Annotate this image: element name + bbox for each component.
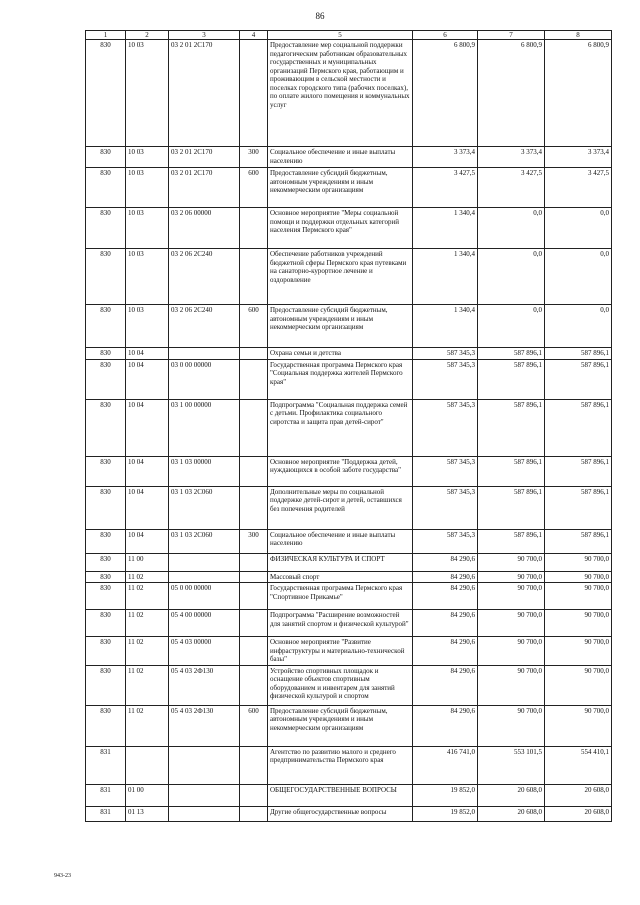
cell-amount-2: 587 896,1: [478, 529, 545, 553]
cell-expense-type: [240, 208, 268, 249]
footer-code: 943-23: [54, 873, 71, 879]
header-cell: 6: [413, 31, 478, 40]
cell-description: Предоставление субсидий бюджетным, автономным учреждениям и иным некоммерческим организациям: [268, 305, 413, 348]
cell-target-article: 05 4 03 2Ф130: [169, 705, 240, 746]
cell-target-article: [169, 784, 240, 806]
table-row: [86, 665, 612, 705]
cell-amount-1: 587 345,3: [413, 399, 478, 456]
cell-expense-type: 300: [240, 147, 268, 168]
cell-description: Основное мероприятие "Поддержка детей, нуждающихся в особой заботе государства": [268, 456, 413, 486]
cell-description: Государственная программа Пермского края "Спортивное Прикамье": [268, 583, 413, 610]
cell-description: Охрана семьи и детства: [268, 348, 413, 360]
cell-section-code: 10 03: [126, 249, 169, 305]
cell-description: Подпрограмма "Социальная поддержка семей с детьми. Профилактика социального сиротства и защита прав детей-сирот": [268, 399, 413, 456]
cell-amount-1: 84 290,6: [413, 610, 478, 637]
cell-section-code: 10 03: [126, 305, 169, 348]
cell-amount-2: 90 700,0: [478, 571, 545, 583]
cell-description: Основное мероприятие "Развитие инфраструктуры и материально-технической базы": [268, 637, 413, 666]
cell-amount-2: 90 700,0: [478, 610, 545, 637]
cell-ministry-code: 830: [86, 147, 126, 168]
cell-description: Устройство спортивных площадок и оснащение объектов спортивным оборудованием и инвентарем для занятий физической культурой и спортом: [268, 665, 413, 705]
cell-amount-3: 587 896,1: [545, 399, 612, 456]
header-cell: 4: [240, 31, 268, 40]
cell-target-article: 03 0 00 00000: [169, 359, 240, 399]
table-row: [86, 348, 612, 360]
cell-amount-1: 84 290,6: [413, 665, 478, 705]
cell-expense-type: 600: [240, 705, 268, 746]
cell-amount-2: 0,0: [478, 208, 545, 249]
cell-section-code: 11 02: [126, 571, 169, 583]
cell-ministry-code: 831: [86, 746, 126, 784]
cell-target-article: 05 4 00 00000: [169, 610, 240, 637]
cell-amount-3: 587 896,1: [545, 486, 612, 529]
header-cell: 1: [86, 31, 126, 40]
cell-target-article: 03 1 00 00000: [169, 399, 240, 456]
cell-amount-1: 84 290,6: [413, 553, 478, 571]
table-row: [86, 784, 612, 806]
cell-description: Предоставление субсидий бюджетным, автономным учреждениям и иным некоммерческим организациям: [268, 168, 413, 208]
cell-expense-type: [240, 359, 268, 399]
cell-ministry-code: 831: [86, 784, 126, 806]
cell-amount-1: 1 340,4: [413, 208, 478, 249]
cell-amount-1: 6 800,9: [413, 40, 478, 147]
cell-target-article: [169, 348, 240, 360]
cell-target-article: 05 0 00 00000: [169, 583, 240, 610]
cell-ministry-code: 830: [86, 399, 126, 456]
cell-target-article: [169, 553, 240, 571]
cell-ministry-code: 830: [86, 665, 126, 705]
cell-amount-2: 90 700,0: [478, 583, 545, 610]
cell-amount-2: 3 427,5: [478, 168, 545, 208]
cell-description: Массовый спорт: [268, 571, 413, 583]
cell-amount-2: 0,0: [478, 305, 545, 348]
table-row: [86, 583, 612, 610]
cell-target-article: 05 4 03 2Ф130: [169, 665, 240, 705]
cell-amount-3: 90 700,0: [545, 705, 612, 746]
cell-description: Подпрограмма "Расширение возможностей для занятий спортом и физической культурой": [268, 610, 413, 637]
cell-amount-1: 84 290,6: [413, 571, 478, 583]
table-row: [86, 746, 612, 784]
cell-section-code: 01 00: [126, 784, 169, 806]
cell-amount-2: 587 896,1: [478, 456, 545, 486]
cell-amount-1: 1 340,4: [413, 249, 478, 305]
cell-amount-1: 3 427,5: [413, 168, 478, 208]
cell-expense-type: [240, 571, 268, 583]
cell-expense-type: [240, 456, 268, 486]
cell-ministry-code: 830: [86, 305, 126, 348]
table-row: [86, 147, 612, 168]
budget-table: [85, 30, 612, 822]
cell-section-code: 10 04: [126, 359, 169, 399]
header-cell: 8: [545, 31, 612, 40]
cell-amount-1: 3 373,4: [413, 147, 478, 168]
table-row: [86, 168, 612, 208]
page-number: 86: [315, 11, 325, 21]
cell-amount-2: 0,0: [478, 249, 545, 305]
cell-amount-2: 90 700,0: [478, 637, 545, 666]
cell-ministry-code: 830: [86, 610, 126, 637]
table-row: [86, 637, 612, 666]
table-row: [86, 705, 612, 746]
cell-ministry-code: 830: [86, 583, 126, 610]
cell-ministry-code: 830: [86, 637, 126, 666]
cell-expense-type: [240, 40, 268, 147]
cell-expense-type: [240, 665, 268, 705]
cell-amount-3: 587 896,1: [545, 456, 612, 486]
cell-section-code: 10 03: [126, 168, 169, 208]
cell-expense-type: [240, 610, 268, 637]
table-row: [86, 359, 612, 399]
cell-description: Предоставление субсидий бюджетным, автономным учреждениям и иным некоммерческим организациям: [268, 705, 413, 746]
cell-amount-1: 416 741,0: [413, 746, 478, 784]
cell-section-code: 11 02: [126, 583, 169, 610]
cell-ministry-code: 831: [86, 806, 126, 821]
cell-section-code: [126, 746, 169, 784]
cell-amount-1: 84 290,6: [413, 583, 478, 610]
cell-target-article: 03 2 01 2С170: [169, 40, 240, 147]
cell-target-article: [169, 806, 240, 821]
cell-amount-3: 20 608,0: [545, 784, 612, 806]
cell-section-code: 10 03: [126, 147, 169, 168]
cell-target-article: 05 4 03 00000: [169, 637, 240, 666]
cell-target-article: [169, 571, 240, 583]
cell-expense-type: [240, 249, 268, 305]
cell-description: Дополнительные меры по социальной поддержке детей-сирот и детей, оставшихся без попечения родителей: [268, 486, 413, 529]
header-cell: 2: [126, 31, 169, 40]
table-row: [86, 529, 612, 553]
cell-description: Предоставление мер социальной поддержки педагогическим работникам образовательных государственных и муниципальных организаций Пермского края, работающим и проживающим в сельской местности и поселках городского типа (рабочих поселках), по оплате жилого помещения и коммунальных услуг: [268, 40, 413, 147]
cell-amount-2: 587 896,1: [478, 486, 545, 529]
cell-section-code: 11 02: [126, 637, 169, 666]
cell-amount-1: 587 345,3: [413, 348, 478, 360]
table-body: [86, 40, 612, 822]
cell-amount-3: 6 800,9: [545, 40, 612, 147]
cell-target-article: 03 1 03 2С060: [169, 529, 240, 553]
cell-target-article: 03 2 01 2С170: [169, 147, 240, 168]
cell-amount-2: 587 896,1: [478, 348, 545, 360]
cell-amount-2: 90 700,0: [478, 553, 545, 571]
cell-section-code: 10 04: [126, 529, 169, 553]
cell-amount-3: 3 427,5: [545, 168, 612, 208]
table-row: [86, 553, 612, 571]
cell-description: Агентство по развитию малого и среднего предпринимательства Пермского края: [268, 746, 413, 784]
cell-target-article: 03 2 06 2С240: [169, 249, 240, 305]
cell-description: Государственная программа Пермского края "Социальная поддержка жителей Пермского края": [268, 359, 413, 399]
cell-expense-type: 300: [240, 529, 268, 553]
cell-description: ОБЩЕГОСУДАРСТВЕННЫЕ ВОПРОСЫ: [268, 784, 413, 806]
table-row: [86, 40, 612, 147]
header-cell: 3: [169, 31, 240, 40]
cell-ministry-code: 830: [86, 571, 126, 583]
cell-amount-2: 587 896,1: [478, 359, 545, 399]
header-cell: 5: [268, 31, 413, 40]
cell-amount-1: 19 852,0: [413, 784, 478, 806]
cell-amount-3: 554 410,1: [545, 746, 612, 784]
cell-expense-type: [240, 348, 268, 360]
cell-section-code: 11 02: [126, 610, 169, 637]
cell-amount-3: 587 896,1: [545, 359, 612, 399]
cell-amount-1: 84 290,6: [413, 705, 478, 746]
cell-expense-type: 600: [240, 305, 268, 348]
cell-amount-3: 3 373,4: [545, 147, 612, 168]
cell-amount-3: 90 700,0: [545, 610, 612, 637]
header-row: [86, 31, 612, 40]
cell-description: Обеспечение работников учреждений бюджетной сферы Пермского края путевками на санаторно-курортное лечение и оздоровление: [268, 249, 413, 305]
cell-ministry-code: 830: [86, 359, 126, 399]
cell-description: Социальное обеспечение и иные выплаты населению: [268, 147, 413, 168]
cell-amount-2: 587 896,1: [478, 399, 545, 456]
table-row: [86, 610, 612, 637]
cell-amount-2: 553 101,5: [478, 746, 545, 784]
cell-target-article: 03 2 06 00000: [169, 208, 240, 249]
cell-section-code: 11 00: [126, 553, 169, 571]
cell-section-code: 10 03: [126, 208, 169, 249]
cell-section-code: 10 04: [126, 348, 169, 360]
cell-section-code: 10 04: [126, 486, 169, 529]
cell-section-code: 10 04: [126, 399, 169, 456]
cell-amount-1: 1 340,4: [413, 305, 478, 348]
cell-amount-2: 90 700,0: [478, 665, 545, 705]
cell-section-code: 11 02: [126, 665, 169, 705]
cell-amount-1: 19 852,0: [413, 806, 478, 821]
cell-section-code: 01 13: [126, 806, 169, 821]
cell-amount-1: 587 345,3: [413, 359, 478, 399]
cell-target-article: 03 1 03 00000: [169, 456, 240, 486]
cell-expense-type: [240, 486, 268, 529]
cell-amount-1: 587 345,3: [413, 486, 478, 529]
cell-amount-3: 0,0: [545, 208, 612, 249]
table-row: [86, 456, 612, 486]
cell-ministry-code: 830: [86, 553, 126, 571]
cell-ministry-code: 830: [86, 40, 126, 147]
cell-amount-3: 90 700,0: [545, 583, 612, 610]
cell-description: Социальное обеспечение и иные выплаты населению: [268, 529, 413, 553]
cell-section-code: 10 03: [126, 40, 169, 147]
cell-amount-3: 90 700,0: [545, 665, 612, 705]
table-row: [86, 806, 612, 821]
cell-amount-3: 587 896,1: [545, 529, 612, 553]
cell-amount-1: 587 345,3: [413, 529, 478, 553]
cell-amount-2: 20 608,0: [478, 806, 545, 821]
cell-ministry-code: 830: [86, 208, 126, 249]
cell-amount-3: 90 700,0: [545, 553, 612, 571]
cell-ministry-code: 830: [86, 168, 126, 208]
cell-target-article: 03 2 01 2С170: [169, 168, 240, 208]
table-row: [86, 208, 612, 249]
cell-expense-type: 600: [240, 168, 268, 208]
table-row: [86, 486, 612, 529]
cell-amount-3: 0,0: [545, 249, 612, 305]
cell-amount-3: 20 608,0: [545, 806, 612, 821]
cell-ministry-code: 830: [86, 249, 126, 305]
cell-expense-type: [240, 583, 268, 610]
cell-section-code: 11 02: [126, 705, 169, 746]
cell-description: Основное мероприятие "Меры социальной помощи и поддержки отдельных категорий населения Пермского края": [268, 208, 413, 249]
cell-ministry-code: 830: [86, 348, 126, 360]
cell-amount-2: 3 373,4: [478, 147, 545, 168]
cell-amount-2: 6 800,9: [478, 40, 545, 147]
cell-expense-type: [240, 746, 268, 784]
cell-amount-3: 90 700,0: [545, 571, 612, 583]
header-cell: 7: [478, 31, 545, 40]
cell-amount-2: 20 608,0: [478, 784, 545, 806]
cell-amount-2: 90 700,0: [478, 705, 545, 746]
cell-description: Другие общегосударственные вопросы: [268, 806, 413, 821]
cell-description: ФИЗИЧЕСКАЯ КУЛЬТУРА И СПОРТ: [268, 553, 413, 571]
cell-amount-3: 587 896,1: [545, 348, 612, 360]
cell-ministry-code: 830: [86, 456, 126, 486]
table-row: [86, 571, 612, 583]
table-row: [86, 305, 612, 348]
cell-expense-type: [240, 399, 268, 456]
cell-expense-type: [240, 784, 268, 806]
cell-expense-type: [240, 553, 268, 571]
cell-expense-type: [240, 806, 268, 821]
table-row: [86, 399, 612, 456]
cell-section-code: 10 04: [126, 456, 169, 486]
cell-ministry-code: 830: [86, 529, 126, 553]
cell-expense-type: [240, 637, 268, 666]
cell-ministry-code: 830: [86, 705, 126, 746]
cell-amount-1: 587 345,3: [413, 456, 478, 486]
cell-target-article: 03 1 03 2С060: [169, 486, 240, 529]
cell-target-article: 03 2 06 2С240: [169, 305, 240, 348]
cell-ministry-code: 830: [86, 486, 126, 529]
cell-target-article: [169, 746, 240, 784]
cell-amount-3: 0,0: [545, 305, 612, 348]
cell-amount-3: 90 700,0: [545, 637, 612, 666]
cell-amount-1: 84 290,6: [413, 637, 478, 666]
table-row: [86, 249, 612, 305]
